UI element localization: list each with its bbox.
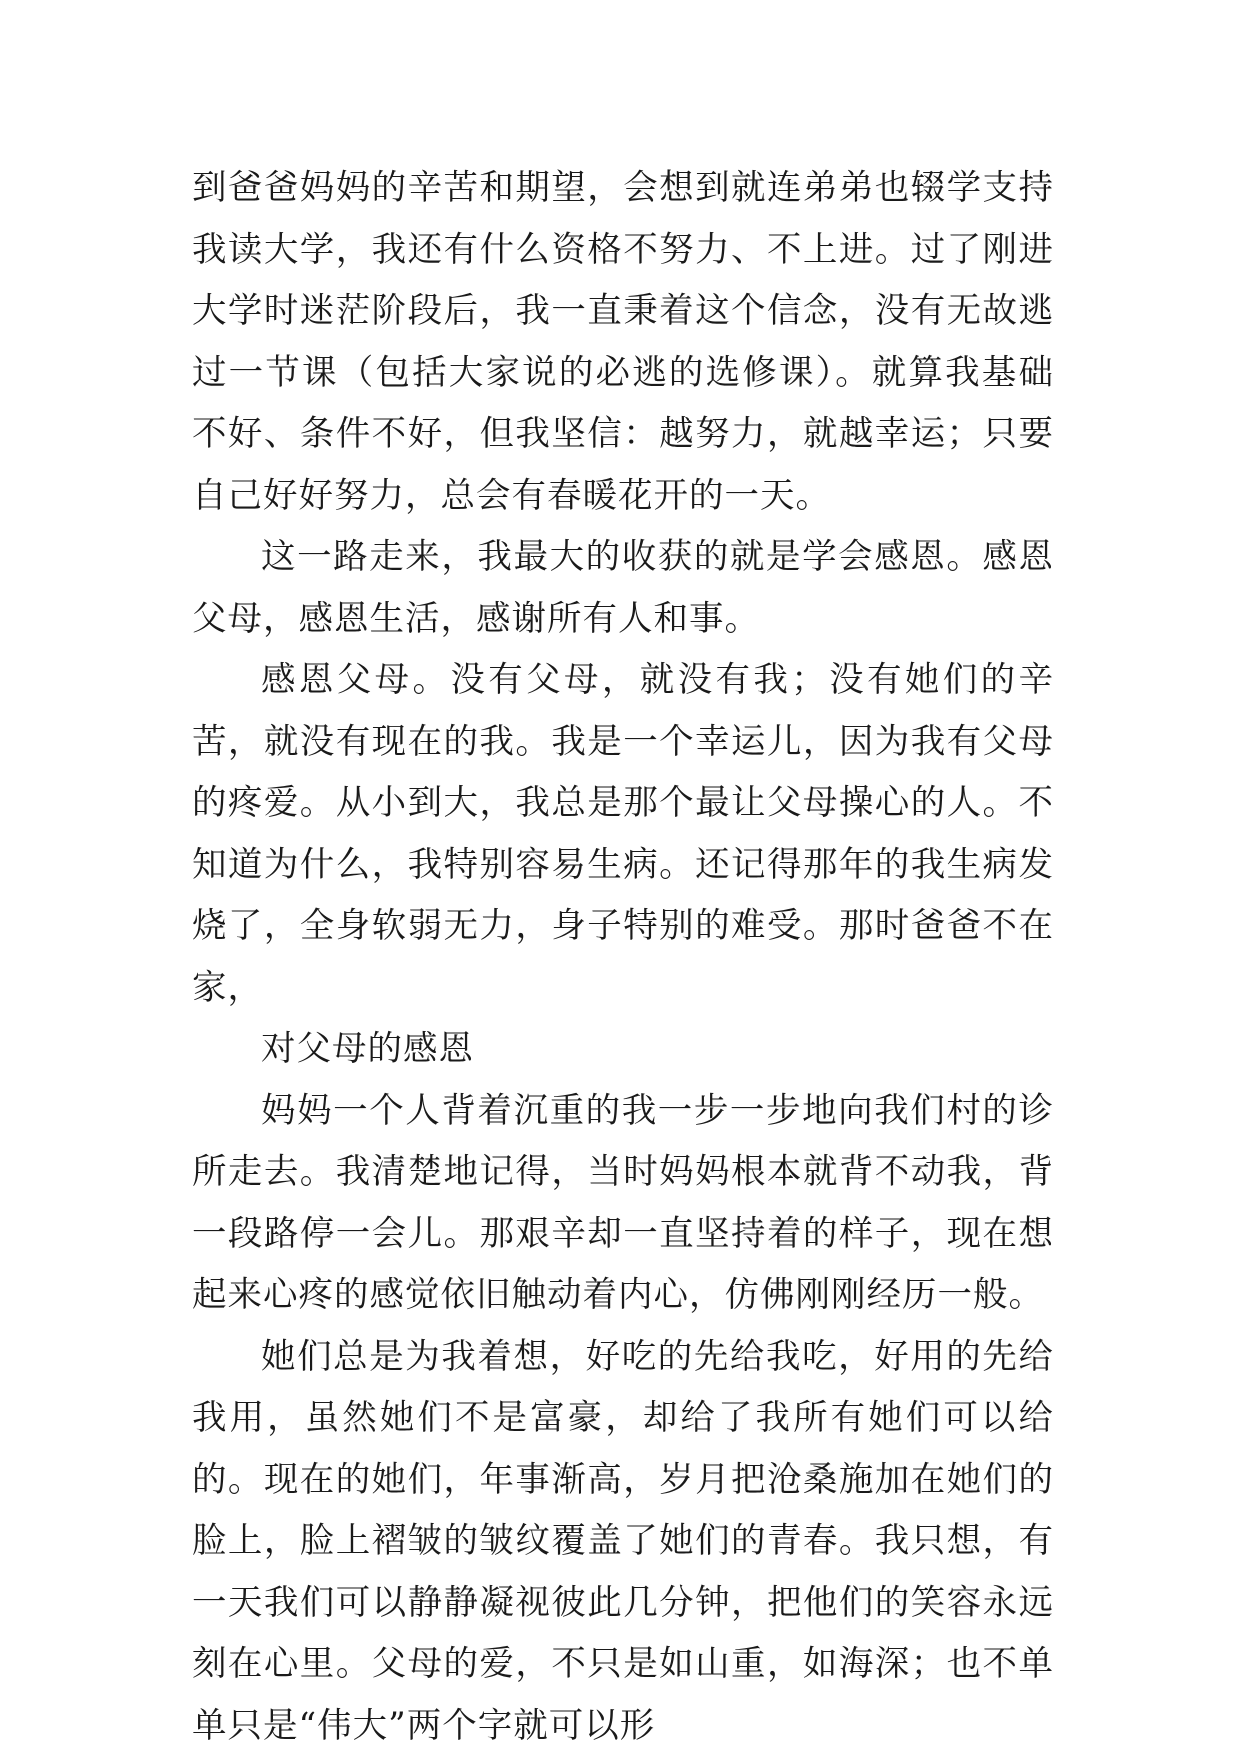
paragraph-continuation: 到爸爸妈妈的辛苦和期望，会想到就连弟弟也辍学支持我读大学，我还有什么资格不努力、不上进。过了刚进大学时迷茫阶段后，我一直秉着这个信念，没有无故逃过一节课（包括大家说的必逃的选修课）。就算我基础不好、条件不好，但我坚信：越努力，就越幸运；只要自己好好努力，总会有春暖花开的一天。 [192,158,1054,527]
paragraph-parents-sacrifice: 她们总是为我着想，好吃的先给我吃，好用的先给我用，虽然她们不是富豪，却给了我所有她们可以给的。现在的她们，年事渐高，岁月把沧桑施加在她们的脸上，脸上褶皱的皱纹覆盖了她们的青春。我只想，有一天我们可以静静凝视彼此几分钟，把他们的笑容永远刻在心里。父母的爱，不只是如山重，如海深；也不单单只是“伟大”两个字就可以形 [192,1327,1054,1757]
paragraph-gratitude-intro: 这一路走来，我最大的收获的就是学会感恩。感恩父母，感恩生活，感谢所有人和事。 [192,527,1054,650]
paragraph-thank-parents: 感恩父母。没有父母，就没有我；没有她们的辛苦，就没有现在的我。我是一个幸运儿，因为我有父母的疼爱。从小到大，我总是那个最让父母操心的人。不知道为什么，我特别容易生病。还记得那年的我生病发烧了，全身软弱无力，身子特别的难受。那时爸爸不在家， [192,650,1054,1019]
section-heading-gratitude-to-parents: 对父母的感恩 [192,1019,1054,1081]
paragraph-mother-carrying: 妈妈一个人背着沉重的我一步一步地向我们村的诊所走去。我清楚地记得，当时妈妈根本就背不动我，背一段路停一会儿。那艰辛却一直坚持着的样子，现在想起来心疼的感觉依旧触动着内心，仿佛刚刚经历一般。 [192,1081,1054,1327]
document-body [192,158,1054,1757]
